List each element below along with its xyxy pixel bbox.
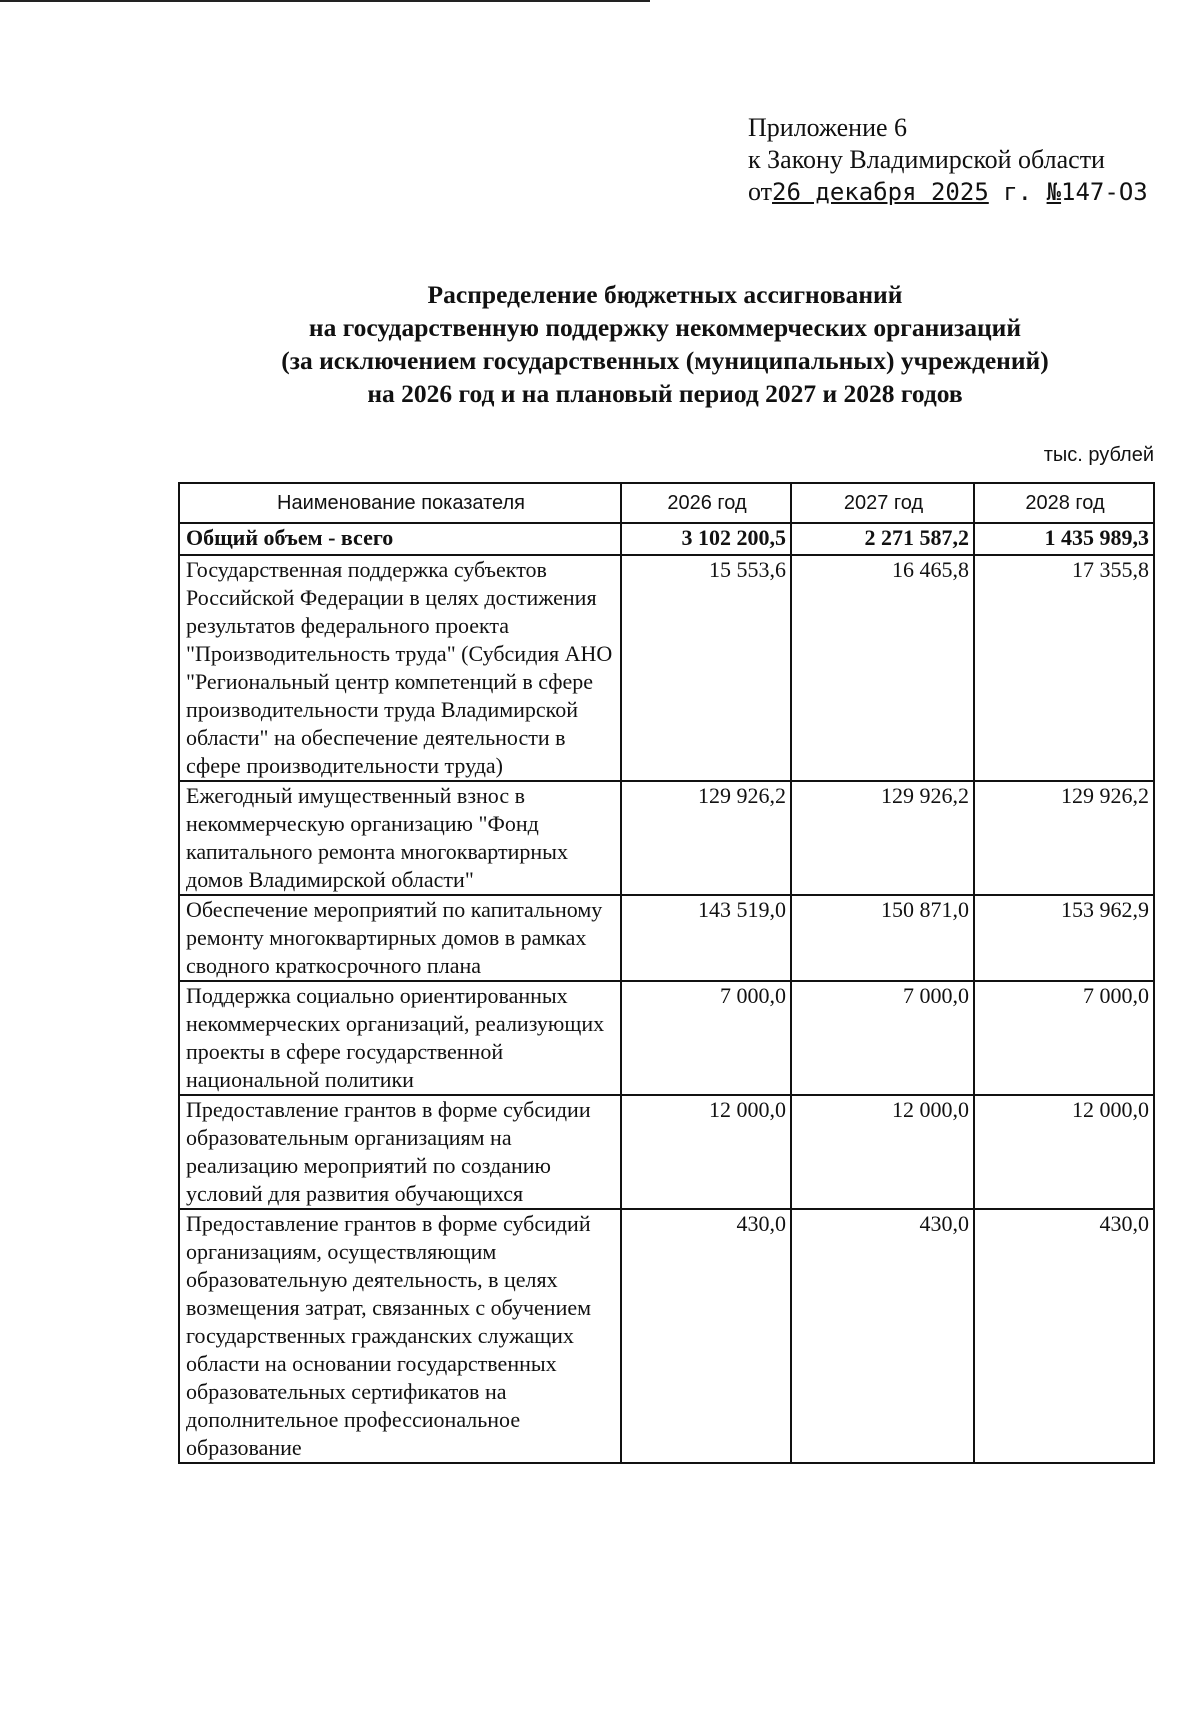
row-2027: 12 000,0	[791, 1095, 974, 1209]
table-row	[179, 1095, 1154, 1209]
appendix-date-line	[748, 176, 1148, 208]
row-2028: 129 926,2	[974, 781, 1154, 895]
title-line-4: на 2026 год и на плановый период 2027 и 2028 годов	[367, 379, 963, 408]
total-row	[179, 523, 1154, 555]
title-line-2: на государственную поддержку некоммерческих организаций	[308, 313, 1022, 342]
header-2026: 2026 год	[621, 483, 791, 523]
total-2028: 1 435 989,3	[974, 523, 1154, 555]
header-2028: 2028 год	[974, 483, 1154, 523]
title-line-1: Распределение бюджетных ассигнований	[427, 280, 903, 309]
table-row	[179, 895, 1154, 981]
row-2027: 430,0	[791, 1209, 974, 1463]
table-row	[179, 555, 1154, 781]
total-name: Общий объем - всего	[179, 523, 621, 555]
table-row	[179, 981, 1154, 1095]
row-2027: 129 926,2	[791, 781, 974, 895]
row-2028: 430,0	[974, 1209, 1154, 1463]
appendix-header	[748, 112, 1148, 208]
row-2027: 16 465,8	[791, 555, 974, 781]
table-row	[179, 1209, 1154, 1463]
law-number: 147-ОЗ	[1061, 178, 1148, 206]
document-title	[120, 278, 1200, 410]
row-2026: 143 519,0	[621, 895, 791, 981]
row-2026: 7 000,0	[621, 981, 791, 1095]
scan-edge-line	[0, 0, 650, 2]
row-name: Предоставление грантов в форме субсидии образовательным организациям на реализацию мероприятий по созданию условий для развития обучающихся	[179, 1095, 621, 1209]
row-2028: 12 000,0	[974, 1095, 1154, 1209]
number-sign: №	[1046, 178, 1062, 206]
budget-table	[178, 482, 1155, 1464]
row-2028: 7 000,0	[974, 981, 1154, 1095]
row-2027: 7 000,0	[791, 981, 974, 1095]
row-name: Поддержка социально ориентированных некоммерческих организаций, реализующих проекты в сфере государственной национальной политики	[179, 981, 621, 1095]
table-row	[179, 781, 1154, 895]
row-2026: 15 553,6	[621, 555, 791, 781]
row-name: Предоставление грантов в форме субсидий организациям, осуществляющим образовательную деятельность, в целях возмещения затрат, связанных с обучением государственных гражданских служащих области на основании государственных образовательных сертификатов на дополнительное профессиональное образование	[179, 1209, 621, 1463]
row-2028: 17 355,8	[974, 555, 1154, 781]
row-name: Обеспечение мероприятий по капитальному ремонту многоквартирных домов в рамках сводного краткосрочного плана	[179, 895, 621, 981]
header-2027: 2027 год	[791, 483, 974, 523]
total-2027: 2 271 587,2	[791, 523, 974, 555]
row-2026: 430,0	[621, 1209, 791, 1463]
row-name: Государственная поддержка субъектов Российской Федерации в целях достижения результатов федерального проекта "Производительность труда" (Субсидия АНО "Региональный центр компетенций в сфере производительности труда Владимирской области" на обеспечение деятельности в сфере производительности труда)	[179, 555, 621, 781]
appendix-title: Приложение 6	[748, 113, 908, 142]
year-suffix: г.	[988, 178, 1047, 206]
date-prefix: от	[748, 177, 773, 206]
unit-label: тыс. рублей	[1043, 444, 1154, 466]
header-name: Наименование показателя	[179, 483, 621, 523]
row-2026: 12 000,0	[621, 1095, 791, 1209]
appendix-law: к Закону Владимирской области	[748, 145, 1105, 174]
row-2028: 153 962,9	[974, 895, 1154, 981]
row-name: Ежегодный имущественный взнос в некоммерческую организацию "Фонд капитального ремонта многоквартирных домов Владимирской области"	[179, 781, 621, 895]
title-line-3: (за исключением государственных (муниципальных) учреждений)	[281, 346, 1049, 375]
total-2026: 3 102 200,5	[621, 523, 791, 555]
row-2026: 129 926,2	[621, 781, 791, 895]
row-2027: 150 871,0	[791, 895, 974, 981]
date-value: 26 декабря 2025	[772, 178, 989, 206]
table-header-row	[179, 483, 1154, 523]
